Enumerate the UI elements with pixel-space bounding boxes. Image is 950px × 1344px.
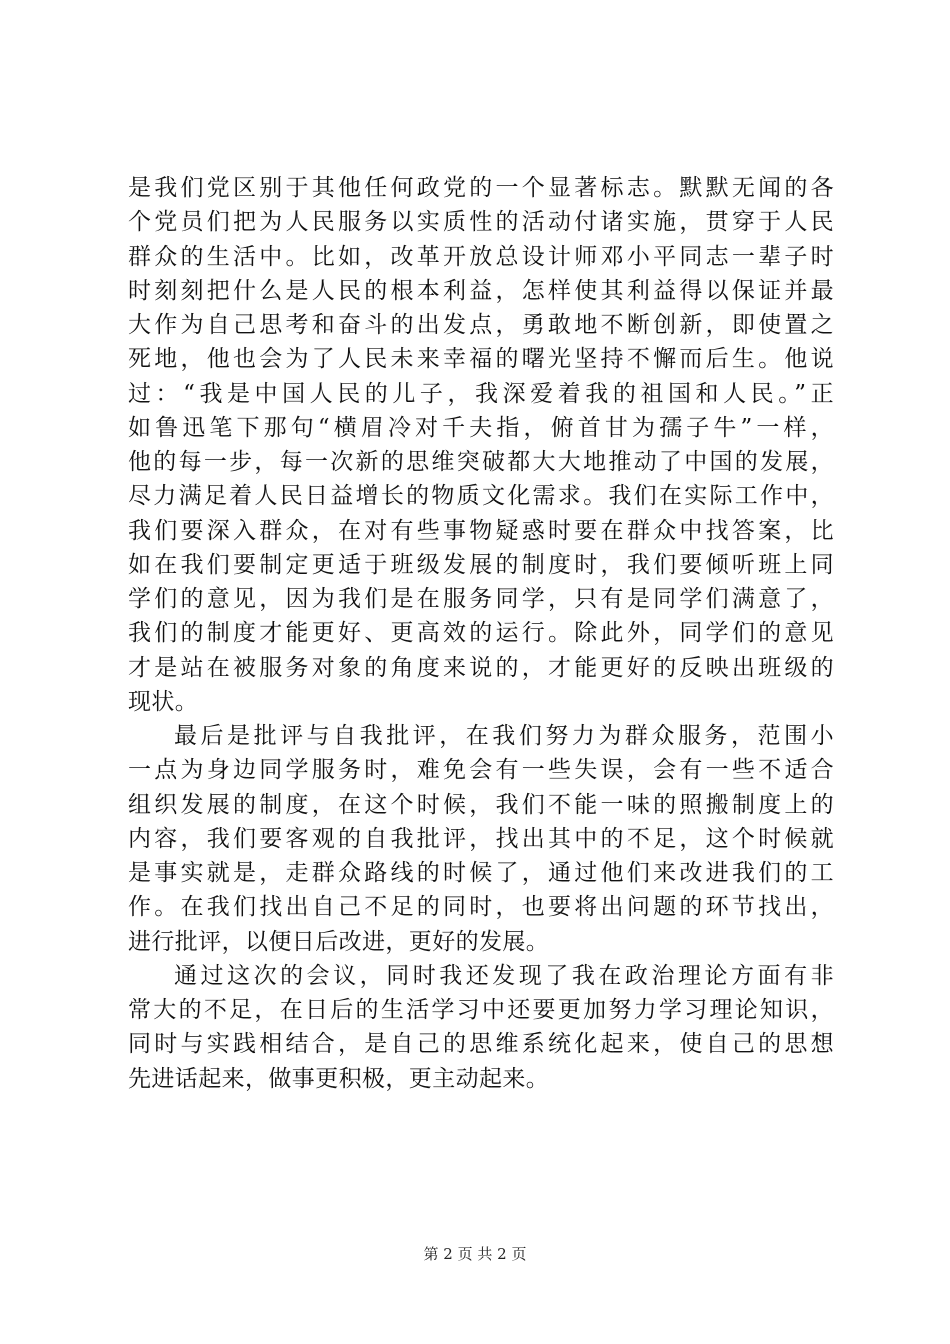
text-line: 大作为自己思考和奋斗的出发点，勇敢地不断创新，即使置之	[128, 312, 834, 338]
text-line: 如鲁迅笔下那句“横眉冷对千夫指，俯首甘为孺子牛”一样，	[128, 414, 834, 441]
text-line: 同时与实践相结合，是自己的思维系统化起来，使自己的思想	[128, 1031, 834, 1058]
text-line: 作。在我们找出自己不足的同时，也要将出问题的环节找出，	[128, 894, 834, 921]
paragraph-first-line: 通过这次的会议，同时我还发现了我在政治理论方面有非	[174, 962, 834, 989]
paragraph-first-line: 最后是批评与自我批评，在我们努力为群众服务，范围小	[174, 723, 834, 749]
text-line: 内容，我们要客观的自我批评，找出其中的不足，这个时候就	[128, 825, 834, 852]
document-body	[128, 171, 834, 1096]
text-line: 常大的不足，在日后的生活学习中还要更加努力学习理论知识，	[128, 997, 834, 1023]
text-line: 学们的意见，因为我们是在服务同学，只有是同学们满意了，	[128, 586, 834, 612]
text-line: 我们要深入群众，在对有些事物疑惑时要在群众中找答案，比	[128, 517, 834, 544]
text-line: 才是站在被服务对象的角度来说的，才能更好的反映出班级的	[128, 654, 834, 681]
text-line: 是事实就是，走群众路线的时候了，通过他们来改进我们的工	[128, 860, 834, 886]
text-line: 进行批评，以便日后改进，更好的发展。	[128, 928, 550, 955]
text-line: 如在我们要制定更适于班级发展的制度时，我们要倾听班上同	[128, 551, 834, 578]
text-line: 先进话起来，做事更积极，更主动起来。	[128, 1065, 550, 1092]
text-line: 时刻刻把什么是人民的根本利益，怎样使其利益得以保证并最	[128, 277, 834, 304]
page-number-footer: 第 2 页 共 2 页	[423, 1245, 527, 1263]
text-line: 现状。	[128, 688, 199, 715]
text-line: 过：“我是中国人民的儿子，我深爱着我的祖国和人民。”正	[128, 380, 834, 407]
text-line: 一点为身边同学服务时，难免会有一些失误，会有一些不适合	[128, 757, 834, 784]
text-line: 组织发展的制度，在这个时候，我们不能一味的照搬制度上的	[128, 791, 834, 818]
text-line: 是我们党区别于其他任何政党的一个显著标志。默默无闻的各	[128, 175, 834, 201]
text-line: 他的每一步，每一次新的思维突破都大大地推动了中国的发展，	[128, 449, 834, 475]
text-line: 我们的制度才能更好、更高效的运行。除此外，同学们的意见	[128, 620, 834, 647]
text-line: 死地，他也会为了人民未来幸福的曙光坚持不懈而后生。他说	[128, 346, 834, 373]
text-line: 群众的生活中。比如，改革开放总设计师邓小平同志一辈子时	[128, 243, 834, 270]
text-line: 个党员们把为人民服务以实质性的活动付诸实施，贯穿于人民	[128, 209, 834, 236]
text-line: 尽力满足着人民日益增长的物质文化需求。我们在实际工作中，	[128, 483, 834, 510]
